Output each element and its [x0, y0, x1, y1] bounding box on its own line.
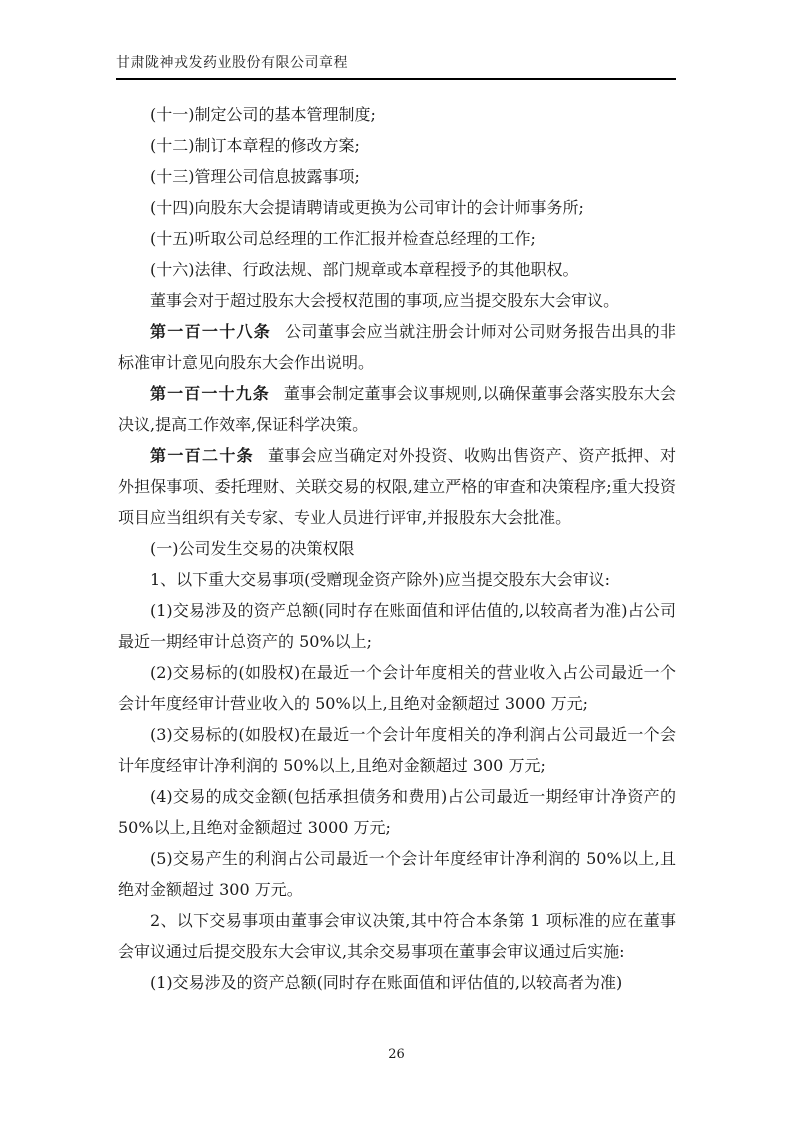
paragraph-text: (1)交易涉及的资产总额(同时存在账面值和评估值的,以较高者为准) — [150, 973, 623, 992]
paragraph — [118, 440, 676, 533]
paragraph — [118, 378, 676, 440]
paragraph-text: 董事会制定董事会议事规则,以确保董事会落实股东大会决议,提高工作效率,保证科学决策。 — [118, 384, 676, 434]
paragraph — [118, 564, 676, 595]
paragraph — [118, 223, 676, 254]
article-number: 第一百二十条 — [150, 446, 254, 465]
paragraph — [118, 99, 676, 130]
paragraph-text: 1、以下重大交易事项(受赠现金资产除外)应当提交股东大会审议: — [150, 570, 611, 589]
paragraph-text: 董事会对于超过股东大会授权范围的事项,应当提交股东大会审议。 — [150, 291, 620, 310]
paragraph-text: (2)交易标的(如股权)在最近一个会计年度相关的营业收入占公司最近一个会计年度经审计营业收入的 50%以上,且绝对金额超过 3000 万元; — [118, 663, 676, 713]
article-number: 第一百一十九条 — [150, 384, 270, 403]
paragraph-text: 2、以下交易事项由董事会审议决策,其中符合本条第 1 项标准的应在董事会审议通过后提交股东大会审议,其余交易事项在董事会审议通过后实施: — [118, 911, 676, 961]
paragraph — [118, 595, 676, 657]
paragraph-text: (十六)法律、行政法规、部门规章或本章程授予的其他职权。 — [150, 260, 579, 279]
paragraph-text: (十二)制订本章程的修改方案; — [150, 136, 360, 155]
paragraph — [118, 316, 676, 378]
paragraph — [118, 161, 676, 192]
paragraph-text: (十五)听取公司总经理的工作汇报并检查总经理的工作; — [150, 229, 536, 248]
article-number: 第一百一十八条 — [150, 322, 272, 341]
paragraph — [118, 254, 676, 285]
paragraph — [118, 905, 676, 967]
paragraph-text: (十三)管理公司信息披露事项; — [150, 167, 360, 186]
page-footer — [0, 1043, 793, 1062]
paragraph-text: 董事会应当确定对外投资、收购出售资产、资产抵押、对外担保事项、委托理财、关联交易的权限,建立严格的审查和决策程序;重大投资项目应当组织有关专家、专业人员进行评审,并报股东大会批准。 — [118, 446, 676, 527]
paragraph — [118, 967, 676, 998]
paragraph-text: (十一)制定公司的基本管理制度; — [150, 105, 376, 124]
document-body — [118, 99, 676, 998]
paragraph — [118, 843, 676, 905]
paragraph-text: (5)交易产生的利润占公司最近一个会计年度经审计净利润的 50%以上,且绝对金额超过 300 万元。 — [118, 849, 676, 899]
paragraph-text: (4)交易的成交金额(包括承担债务和费用)占公司最近一期经审计净资产的 50%以上,且绝对金额超过 3000 万元; — [118, 787, 676, 837]
paragraph — [118, 719, 676, 781]
paragraph-text: 公司董事会应当就注册会计师对公司财务报告出具的非标准审计意见向股东大会作出说明。 — [118, 322, 676, 372]
paragraph-text: (一)公司发生交易的决策权限 — [150, 539, 355, 558]
paragraph-text: (1)交易涉及的资产总额(同时存在账面值和评估值的,以较高者为准)占公司最近一期经审计总资产的 50%以上; — [118, 601, 676, 651]
paragraph — [118, 533, 676, 564]
paragraph — [118, 285, 676, 316]
paragraph — [118, 781, 676, 843]
page-number: 26 — [388, 1047, 405, 1062]
paragraph-text: (3)交易标的(如股权)在最近一个会计年度相关的净利润占公司最近一个会计年度经审计净利润的 50%以上,且绝对金额超过 300 万元; — [118, 725, 676, 775]
paragraph-text: (十四)向股东大会提请聘请或更换为公司审计的会计师事务所; — [150, 198, 584, 217]
header-title: 甘肃陇神戎发药业股份有限公司章程 — [116, 55, 348, 71]
page-header — [116, 54, 676, 80]
paragraph — [118, 192, 676, 223]
paragraph — [118, 657, 676, 719]
paragraph — [118, 130, 676, 161]
